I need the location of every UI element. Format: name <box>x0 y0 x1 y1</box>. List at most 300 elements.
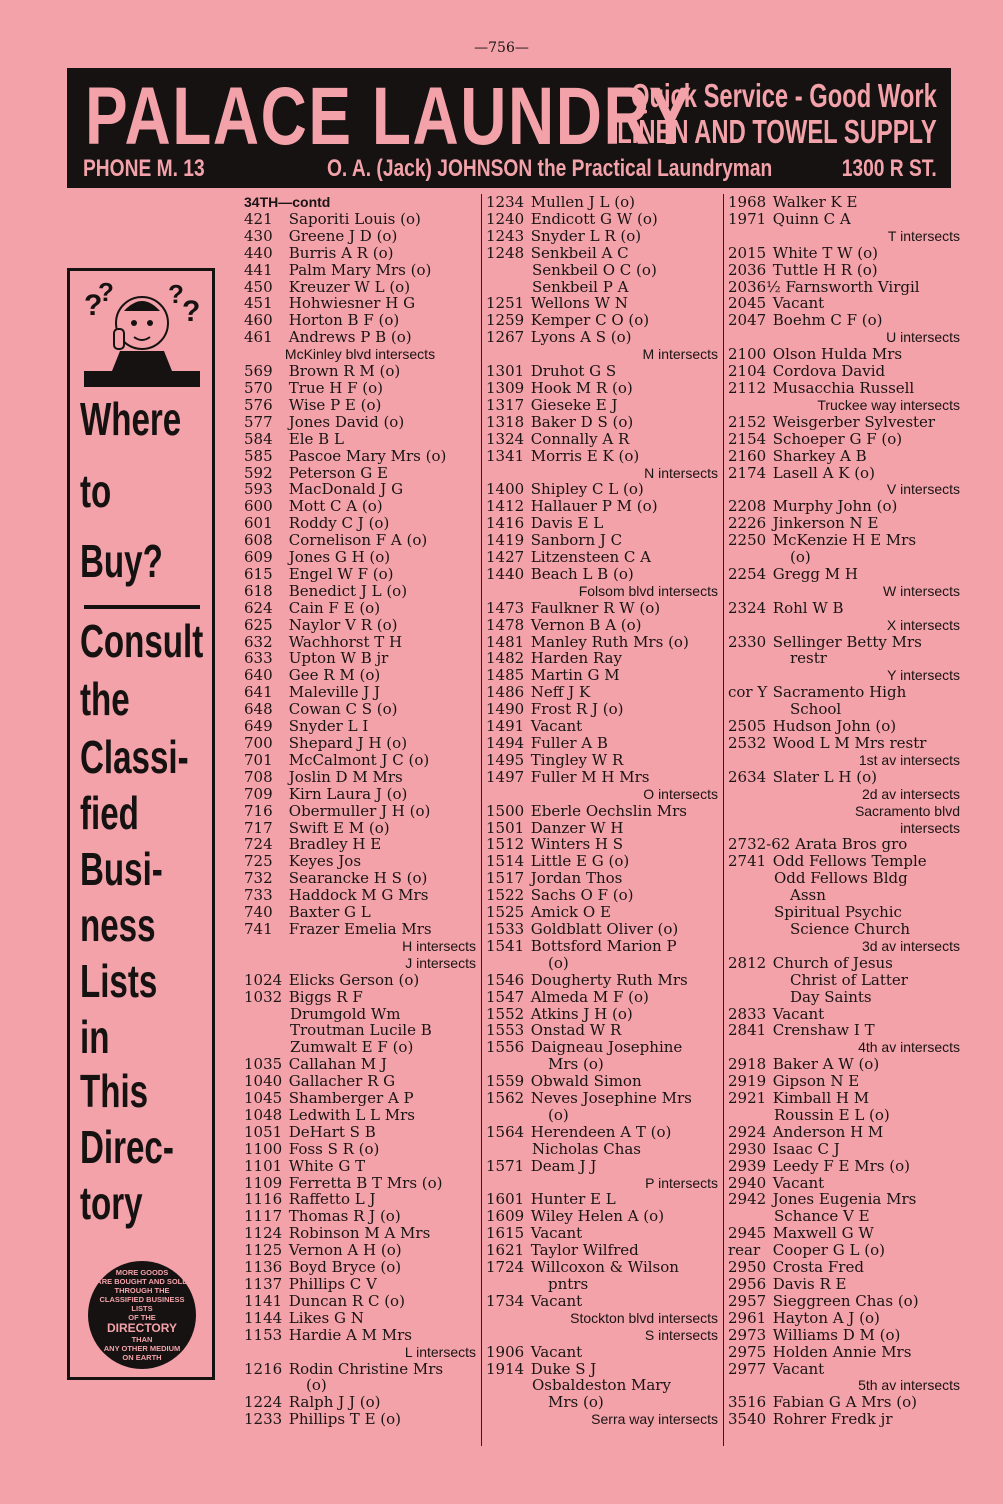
directory-seal <box>88 1261 196 1369</box>
listing-entry <box>244 836 476 853</box>
seal-line: ON EARTH <box>122 1353 162 1362</box>
house-number: 1601 <box>486 1190 525 1209</box>
resident-name: Thomas R J (o) <box>288 1207 401 1226</box>
resident-name: Shepard J H (o) <box>288 734 408 752</box>
resident-name: Burris A R (o) <box>288 243 394 262</box>
house-number: 2330 <box>728 632 767 651</box>
listing-entry <box>486 498 718 515</box>
house-number: 1216 <box>244 1359 283 1378</box>
listing-entry <box>244 1208 476 1225</box>
street-intersection-header: intersects <box>900 819 960 836</box>
listing-entry <box>244 1073 476 1090</box>
resident-name: Boehm C F (o) <box>772 311 883 330</box>
house-number: 1553 <box>486 1021 525 1040</box>
resident-name: Snyder L R (o) <box>530 226 642 245</box>
resident-name: Cordova David <box>772 362 886 381</box>
listing-entry <box>486 617 718 634</box>
resident-name: Holden Annie Mrs <box>772 1342 912 1361</box>
resident-name: Martin G M <box>530 666 620 685</box>
resident-name: Hallauer P M (o) <box>530 497 658 516</box>
listing-entry <box>728 1259 960 1276</box>
house-number: 2036½ <box>728 277 781 296</box>
resident-name: Hardie A M Mrs <box>288 1325 412 1344</box>
house-number: 618 <box>244 581 273 600</box>
house-number: 741 <box>244 919 273 938</box>
resident-name: Jinkerson N E <box>772 514 879 533</box>
listing-entry <box>244 684 476 701</box>
house-number: 441 <box>244 260 273 279</box>
listing-entry <box>728 1225 960 1242</box>
street-intersection-header: H intersects <box>402 937 476 954</box>
resident-name: MacDonald J G <box>288 480 404 499</box>
listing-entry <box>244 1158 476 1175</box>
street-intersection-header: Serra way intersects <box>591 1411 718 1428</box>
house-number: 716 <box>244 801 273 820</box>
listing-entry <box>486 972 718 989</box>
street-intersection-header: Sacramento blvd <box>854 802 960 819</box>
resident-name: Upton W B jr <box>288 649 389 668</box>
listing-entry <box>486 803 718 820</box>
resident-name: Duke S J <box>530 1359 597 1378</box>
house-number: 1481 <box>486 632 525 651</box>
resident-name: Vacant <box>530 1291 583 1310</box>
ad-word: Consult <box>80 615 204 667</box>
resident-name: Elicks Gerson (o) <box>288 970 420 989</box>
street-intersection-header: Y intersects <box>887 667 960 684</box>
listing-entry <box>486 295 718 312</box>
listing-entry <box>244 667 476 684</box>
listing-entry <box>244 279 476 296</box>
resident-name: Ele B L <box>288 429 344 448</box>
listing-entry <box>244 1310 476 1327</box>
listing-entry <box>728 312 960 329</box>
house-number: 2833 <box>728 1004 767 1023</box>
resident-name: Schoeper G F (o) <box>772 429 903 448</box>
listing-entry <box>728 194 960 211</box>
listing-entry <box>728 735 960 752</box>
house-number: 2973 <box>728 1325 767 1344</box>
resident-name: Winters H S <box>530 835 624 854</box>
resident-name: Pascoe Mary Mrs (o) <box>288 446 447 465</box>
laundry-banner-ad <box>67 68 951 188</box>
listing-entry <box>728 1361 960 1378</box>
house-number: 1124 <box>244 1224 283 1243</box>
house-number: 2015 <box>728 243 767 262</box>
resident-name: Farnsworth Virgil <box>785 277 920 296</box>
resident-name: Vacant <box>772 294 825 313</box>
house-number: 2741 <box>728 852 767 871</box>
resident-name: Gregg M H <box>772 564 858 583</box>
street-intersection-header: Stockton blvd intersects <box>570 1309 718 1326</box>
house-number: 1233 <box>244 1410 283 1429</box>
house-number: 577 <box>244 412 273 431</box>
resident-name: Robinson M A Mrs <box>288 1224 431 1243</box>
house-number: 2104 <box>728 362 767 381</box>
listing-entry <box>486 211 718 228</box>
house-number: 1032 <box>244 987 283 1006</box>
resident-name: Jones David (o) <box>288 412 405 431</box>
seal-line: OF THE <box>128 1313 156 1322</box>
house-number: 569 <box>244 362 273 381</box>
resident-name: True H F (o) <box>288 378 384 397</box>
listing-continuation: Troutman Lucile B <box>290 1021 432 1040</box>
house-number: 1234 <box>486 193 525 211</box>
house-number: 2047 <box>728 311 767 330</box>
listing-entry <box>486 1022 718 1039</box>
listing-entry <box>244 1225 476 1242</box>
resident-name: Bottsford Marion P <box>530 936 677 955</box>
house-number: 2250 <box>728 531 767 550</box>
house-number: 1971 <box>728 209 767 228</box>
resident-name: DeHart S B <box>288 1122 376 1141</box>
resident-name: Rohl W B <box>772 598 844 617</box>
listing-entry <box>728 1022 960 1039</box>
resident-name: Kirn Laura J (o) <box>288 784 408 803</box>
resident-name: Rodin Christine Mrs <box>288 1359 444 1378</box>
listing-entry <box>244 1107 476 1124</box>
house-number: 1621 <box>486 1241 525 1260</box>
resident-name: Frazer Emelia Mrs <box>288 919 432 938</box>
resident-name: Searancke H S (o) <box>288 869 428 888</box>
listing-entry <box>486 667 718 684</box>
resident-name: Dougherty Ruth Mrs <box>530 970 688 989</box>
listing-entry <box>728 1394 960 1411</box>
directory-column-1 <box>244 194 476 1428</box>
listing-continuation: Senkbeil O C (o) <box>532 260 657 279</box>
listing-entry <box>244 870 476 887</box>
house-number: 1051 <box>244 1122 283 1141</box>
ad-word: fied <box>80 787 139 839</box>
resident-name: Vacant <box>772 1004 825 1023</box>
house-number: 1412 <box>486 497 525 516</box>
listing-entry <box>244 532 476 549</box>
listing-continuation: Spiritual Psychic <box>774 903 902 922</box>
listing-entry <box>486 1242 718 1259</box>
listing-entry <box>244 853 476 870</box>
listing-entry <box>728 295 960 312</box>
house-number: 2918 <box>728 1055 767 1074</box>
listing-entry <box>486 1039 718 1056</box>
listing-entry <box>244 549 476 566</box>
listing-continuation: Zumwalt E F (o) <box>290 1038 414 1057</box>
house-number: 1734 <box>486 1291 525 1310</box>
ad-word: the <box>80 673 130 725</box>
resident-name: Harden Ray <box>530 649 622 668</box>
resident-name: Arata Bros gro <box>795 835 908 854</box>
listing-entry <box>728 684 960 701</box>
resident-name: Joslin D M Mrs <box>288 767 403 786</box>
resident-name: Ralph J J (o) <box>288 1393 381 1412</box>
house-number: 2226 <box>728 514 767 533</box>
listing-continuation: pntrs <box>548 1275 589 1293</box>
resident-name: Vacant <box>530 717 583 736</box>
street-intersection-header: P intersects <box>645 1174 718 1191</box>
house-number: 1547 <box>486 987 525 1006</box>
column-divider <box>723 194 724 1446</box>
listing-continuation: Mrs (o) <box>548 1393 604 1412</box>
listing-continuation: Drumgold Wm <box>290 1004 401 1023</box>
listing-entry <box>486 414 718 431</box>
resident-name: Sieggreen Chas (o) <box>772 1291 919 1310</box>
resident-name: Willcoxon & Wilson <box>530 1258 679 1277</box>
house-number: 430 <box>244 226 273 245</box>
listing-entry <box>486 752 718 769</box>
resident-name: Vacant <box>530 1224 583 1243</box>
resident-name: Biggs R F <box>288 987 363 1006</box>
listing-entry <box>244 1191 476 1208</box>
house-number: 584 <box>244 429 273 448</box>
listing-entry <box>728 955 960 972</box>
house-number: 1400 <box>486 480 525 499</box>
ad-word: Buy? <box>80 535 163 587</box>
resident-name: Atkins J H (o) <box>530 1004 633 1023</box>
resident-name: Herendeen A T (o) <box>530 1122 672 1141</box>
resident-name: Brown R M (o) <box>288 362 401 381</box>
svg-text:?: ? <box>98 281 114 307</box>
thinking-boy-icon <box>80 281 204 371</box>
house-number: 1559 <box>486 1072 525 1091</box>
listing-entry <box>244 769 476 786</box>
listing-entry <box>244 887 476 904</box>
house-number: 1116 <box>244 1190 283 1209</box>
listing-continuation: Day Saints <box>790 987 872 1006</box>
seal-line: ANY OTHER MEDIUM <box>103 1344 181 1353</box>
house-number: 2939 <box>728 1156 767 1175</box>
house-number: 592 <box>244 463 273 482</box>
listing-entry <box>244 820 476 837</box>
house-number: 1341 <box>486 446 525 465</box>
house-number: 2975 <box>728 1342 767 1361</box>
listing-entry <box>244 735 476 752</box>
resident-name: Anderson H M <box>772 1122 884 1141</box>
resident-name: Shipley C L (o) <box>530 480 644 499</box>
house-number: 1416 <box>486 514 525 533</box>
house-number: 1906 <box>486 1342 525 1361</box>
resident-name: Shamberger A P <box>288 1089 414 1108</box>
resident-name: Engel W F (o) <box>288 564 394 583</box>
listing-entry <box>728 836 960 853</box>
svg-text:?: ? <box>168 281 184 309</box>
listing-entry <box>486 820 718 837</box>
listing-continuation: (o) <box>790 548 811 567</box>
house-number: 2208 <box>728 497 767 516</box>
house-number: 1040 <box>244 1072 283 1091</box>
resident-name: Callahan M J <box>288 1055 387 1074</box>
house-number: 2945 <box>728 1224 767 1243</box>
listing-entry <box>486 650 718 667</box>
house-number: 1501 <box>486 818 525 837</box>
listing-continuation: (o) <box>306 1376 327 1395</box>
street-intersection-header: U intersects <box>886 329 960 346</box>
resident-name: Kemper C O (o) <box>530 311 650 330</box>
house-number: 648 <box>244 700 273 719</box>
listing-entry <box>486 701 718 718</box>
house-number: 1048 <box>244 1105 283 1124</box>
street-intersection-header: Folsom blvd intersects <box>578 582 718 599</box>
street-intersection-header: 3d av intersects <box>861 937 960 954</box>
directory-column-3 <box>728 194 960 1428</box>
resident-name: Fuller M H Mrs <box>530 767 650 786</box>
ad-word: tory <box>80 1177 143 1229</box>
listing-entry <box>244 989 476 1006</box>
resident-name: Gieseke E J <box>530 395 618 414</box>
listing-entry <box>244 431 476 448</box>
house-number: 708 <box>244 767 273 786</box>
listing-continuation: Osbaldeston Mary <box>532 1376 671 1395</box>
listing-entry <box>244 1259 476 1276</box>
resident-name: Raffetto L J <box>288 1190 376 1209</box>
house-number: 2942 <box>728 1190 767 1209</box>
resident-name: Olson Hulda Mrs <box>772 345 903 364</box>
house-number: 1035 <box>244 1055 283 1074</box>
banner-tagline-service: Quick Service - Good Work <box>631 77 937 114</box>
listing-entry <box>244 1124 476 1141</box>
listing-continuation: Senkbeil P A <box>532 277 629 296</box>
listing-entry <box>728 1073 960 1090</box>
ad-word: This <box>80 1065 149 1117</box>
house-number: 733 <box>244 886 273 905</box>
seal-line: THROUGH THE <box>114 1286 170 1295</box>
house-number: 2841 <box>728 1021 767 1040</box>
house-number: 440 <box>244 243 273 262</box>
listing-entry <box>728 448 960 465</box>
resident-name: Frost R J (o) <box>530 700 624 719</box>
resident-name: Neff J K <box>530 683 591 702</box>
resident-name: Danzer W H <box>530 818 624 837</box>
resident-name: Vacant <box>772 1173 825 1192</box>
resident-name: Taylor Wilfred <box>530 1241 639 1260</box>
street-intersection-header: J intersects <box>405 954 476 971</box>
ad-divider <box>84 605 200 609</box>
street-intersection-header: 1st av intersects <box>858 751 960 768</box>
house-number: cor Y <box>728 683 768 702</box>
street-intersection-header: 2d av intersects <box>861 785 960 802</box>
ad-word: to <box>80 465 112 517</box>
house-number: 421 <box>244 209 273 228</box>
listing-entry <box>244 1175 476 1192</box>
listing-entry <box>244 245 476 262</box>
house-number: 1419 <box>486 531 525 550</box>
listing-entry <box>486 1191 718 1208</box>
listing-entry <box>486 1006 718 1023</box>
listing-entry <box>244 1411 476 1428</box>
house-number: 601 <box>244 514 273 533</box>
resident-name: Ferretta B T Mrs (o) <box>288 1173 443 1192</box>
resident-name: Little E G (o) <box>530 852 630 871</box>
resident-name: Hunter E L <box>530 1190 616 1209</box>
house-number: 450 <box>244 277 273 296</box>
banner-tagline-supply: LINEN AND TOWEL SUPPLY <box>617 113 937 150</box>
listing-entry <box>244 921 476 938</box>
resident-name: Hudson John (o) <box>772 717 897 736</box>
resident-name: Beach L B (o) <box>530 564 634 583</box>
resident-name: Senkbeil A C <box>530 243 629 262</box>
resident-name: Baker A W (o) <box>772 1055 880 1074</box>
street-intersection-header: S intersects <box>644 1326 718 1343</box>
listing-entry <box>728 465 960 482</box>
listing-entry <box>728 414 960 431</box>
listing-entry <box>728 346 960 363</box>
listing-entry <box>244 1327 476 1344</box>
house-number: 576 <box>244 395 273 414</box>
house-number: 1552 <box>486 1004 525 1023</box>
house-number: 1525 <box>486 903 525 922</box>
listing-entry <box>486 1344 718 1361</box>
house-number: 3540 <box>728 1410 767 1429</box>
resident-name: Jordan Thos <box>530 869 623 888</box>
ad-word: ness <box>80 899 156 951</box>
seal-line: MORE GOODS <box>115 1268 169 1277</box>
house-number: 2930 <box>728 1139 767 1158</box>
listing-entry <box>728 1411 960 1428</box>
listing-entry <box>244 634 476 651</box>
house-number: 1101 <box>244 1156 283 1175</box>
resident-name: Church of Jesus <box>772 953 893 972</box>
listing-entry <box>728 600 960 617</box>
resident-name: Connally A R <box>530 429 630 448</box>
listing-entry <box>486 718 718 735</box>
listing-entry <box>244 650 476 667</box>
ad-word: Direc- <box>80 1121 174 1173</box>
listing-entry <box>486 431 718 448</box>
house-number: 2812 <box>728 953 767 972</box>
resident-name: Wellons W N <box>530 294 628 313</box>
resident-name: Williams D M (o) <box>772 1325 901 1344</box>
listing-entry <box>244 380 476 397</box>
street-intersection-header: 34TH—contd <box>244 194 331 210</box>
resident-name: Crosta Fred <box>772 1258 864 1277</box>
resident-name: Hohwiesner H G <box>288 294 416 313</box>
house-number: 1024 <box>244 970 283 989</box>
house-number: 1514 <box>486 852 525 871</box>
street-intersection-header: O intersects <box>643 785 718 802</box>
listing-entry <box>728 1276 960 1293</box>
house-number: 2950 <box>728 1258 767 1277</box>
house-number: 1224 <box>244 1393 283 1412</box>
listing-entry <box>244 1394 476 1411</box>
house-number: 2957 <box>728 1291 767 1310</box>
ad-word: Where <box>80 393 182 445</box>
listing-entry <box>728 245 960 262</box>
listing-entry <box>244 414 476 431</box>
house-number: 2112 <box>728 378 767 397</box>
house-number: 1512 <box>486 835 525 854</box>
street-intersection-header: W intersects <box>882 582 960 599</box>
listing-entry <box>244 752 476 769</box>
house-number: 451 <box>244 294 273 313</box>
listing-entry <box>486 769 718 786</box>
house-number: 1571 <box>486 1156 525 1175</box>
listing-entry <box>486 1208 718 1225</box>
resident-name: Maxwell G W <box>772 1224 874 1243</box>
street-intersection-header: Truckee way intersects <box>817 396 960 413</box>
resident-name: Boyd Bryce (o) <box>288 1258 402 1277</box>
listing-entry <box>244 701 476 718</box>
listing-entry <box>244 228 476 245</box>
listing-entry <box>486 870 718 887</box>
resident-name: Wachhorst T H <box>288 632 403 651</box>
mascot-underline <box>84 371 200 387</box>
listing-entry <box>728 1175 960 1192</box>
resident-name: Sachs O F (o) <box>530 886 634 905</box>
resident-name: Faulkner R W (o) <box>530 598 661 617</box>
resident-name: White G T <box>288 1156 366 1175</box>
listing-entry <box>244 1056 476 1073</box>
listing-entry <box>244 262 476 279</box>
house-number: 2956 <box>728 1275 767 1293</box>
listing-entry <box>486 1158 718 1175</box>
house-number: 632 <box>244 632 273 651</box>
